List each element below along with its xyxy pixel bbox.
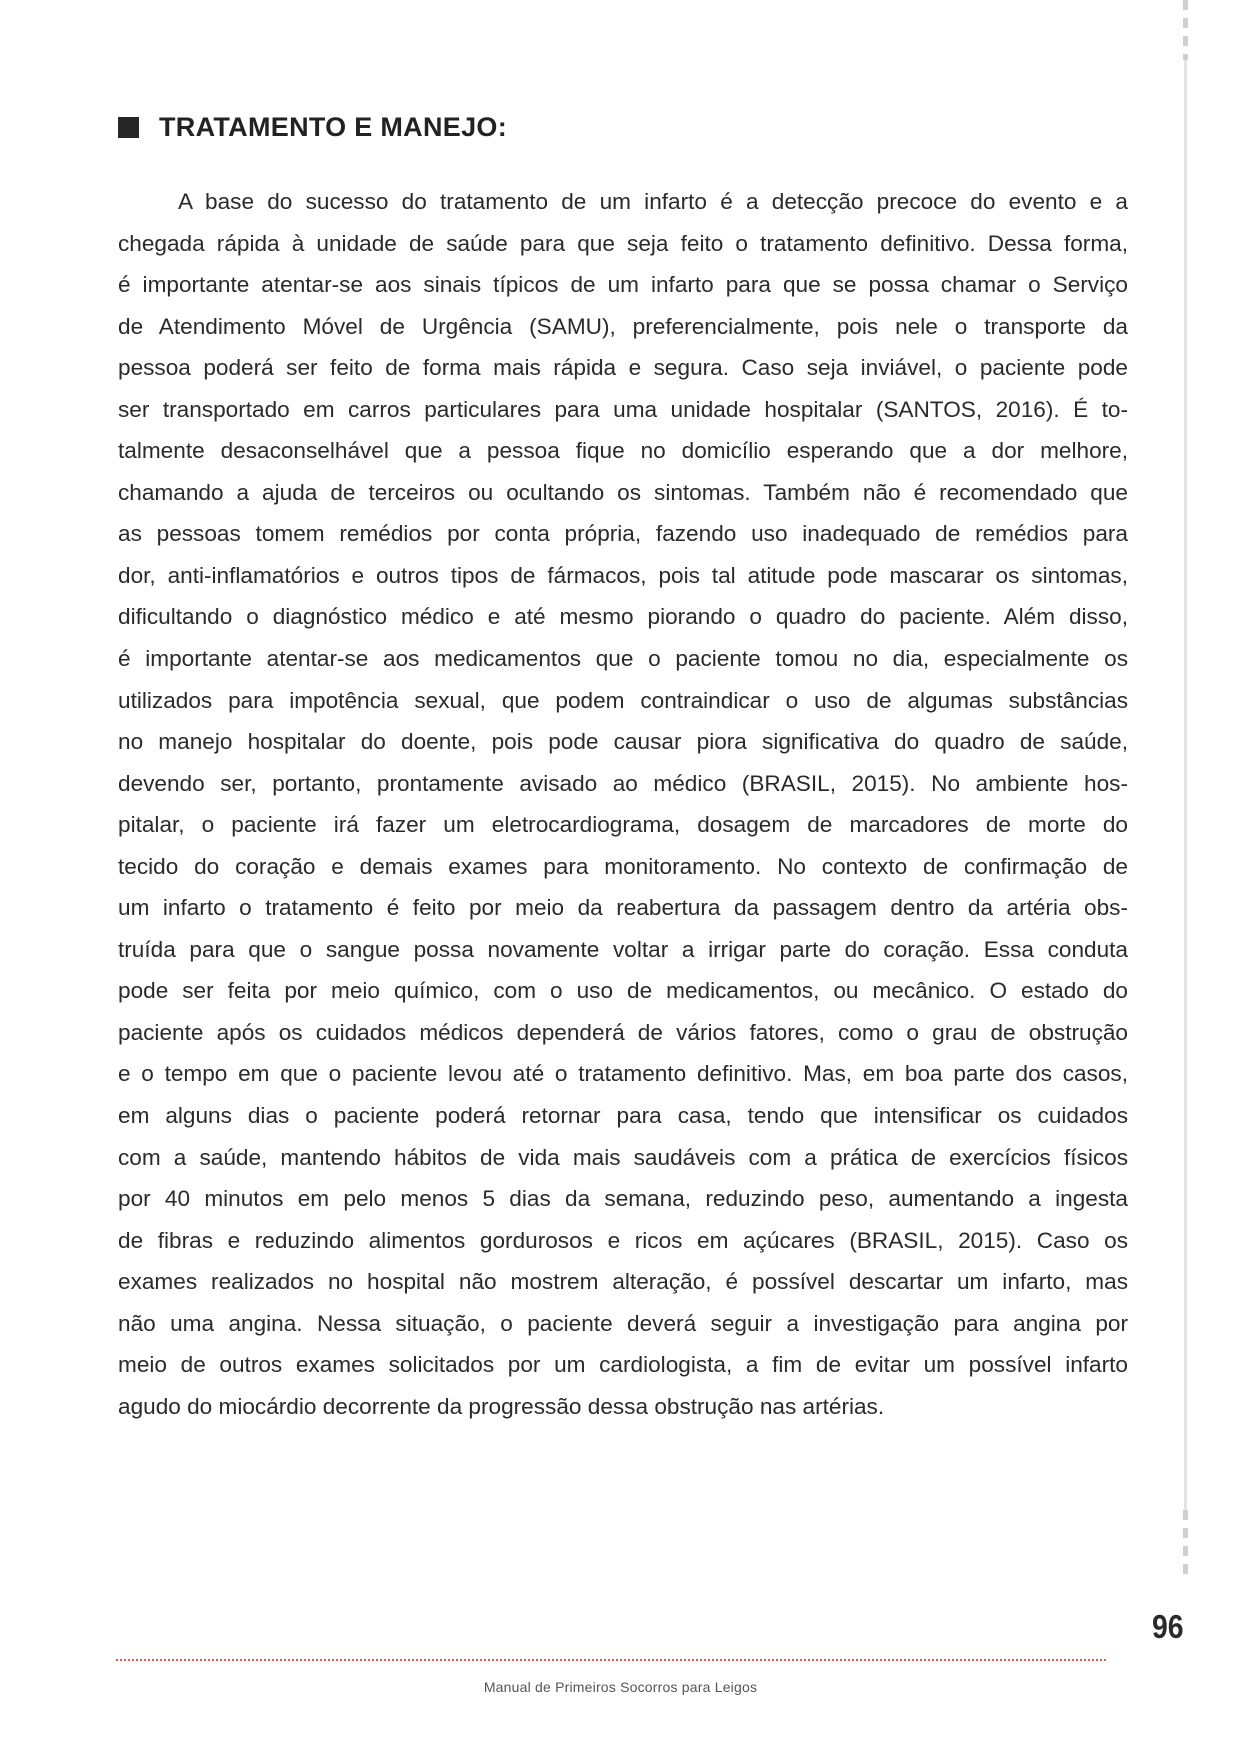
paragraph-line: de Atendimento Móvel de Urgência (SAMU), preferencialmente, pois nele o transporte da bbox=[118, 313, 1128, 339]
paragraph-line: dor, anti-inflamatórios e outros tipos de fármacos, pois tal atitude pode mascarar os sintomas, bbox=[118, 562, 1128, 588]
paragraph-line: pode ser feita por meio químico, com o uso de medicamentos, ou mecânico. O estado do bbox=[118, 978, 1128, 1004]
page-number: 96 bbox=[1152, 1608, 1184, 1645]
paragraph-line: agudo do miocárdio decorrente da progressão dessa obstrução nas artérias. bbox=[118, 1393, 885, 1419]
paragraph-line: as pessoas tomem remédios por conta própria, fazendo uso inadequado de remédios para bbox=[118, 521, 1128, 547]
paragraph-line: um infarto o tratamento é feito por meio da reabertura da passagem dentro da artéria obs- bbox=[118, 895, 1128, 921]
side-rule-dashes-bottom bbox=[1183, 1510, 1188, 1580]
section-heading-text: TRATAMENTO E MANEJO: bbox=[159, 112, 507, 142]
paragraph-line: tecido do coração e demais exames para monitoramento. No contexto de confirmação de bbox=[118, 853, 1128, 879]
paragraph-line: A base do sucesso do tratamento de um infarto é a detecção precoce do evento e a bbox=[178, 189, 1128, 214]
paragraph-line: exames realizados no hospital não mostrem alteração, é possível descartar um infarto, mas bbox=[118, 1269, 1128, 1295]
paragraph-line: utilizados para impotência sexual, que podem contraindicar o uso de algumas substâncias bbox=[118, 687, 1128, 713]
paragraph-line: dificultando o diagnóstico médico e até mesmo piorando o quadro do paciente. Além disso, bbox=[118, 604, 1128, 630]
body-paragraph bbox=[118, 181, 1128, 1427]
paragraph-line: pessoa poderá ser feito de forma mais rápida e segura. Caso seja inviável, o paciente pode bbox=[118, 355, 1128, 381]
paragraph-line: em alguns dias o paciente poderá retornar para casa, tendo que intensificar os cuidados bbox=[118, 1103, 1128, 1129]
footer-dotted-rule bbox=[116, 1659, 1106, 1661]
heading-bullet-square-icon bbox=[118, 117, 139, 138]
paragraph-line: não uma angina. Nessa situação, o paciente deverá seguir a investigação para angina por bbox=[118, 1310, 1128, 1336]
paragraph-line: chegada rápida à unidade de saúde para que seja feito o tratamento definitivo. Dessa forma, bbox=[118, 230, 1128, 256]
footer-title: Manual de Primeiros Socorros para Leigos bbox=[483, 1679, 758, 1695]
side-rule-dashes-top bbox=[1183, 0, 1188, 60]
section-heading bbox=[118, 112, 507, 143]
paragraph-line: é importante atentar-se aos sinais típicos de um infarto para que se possa chamar o Serviço bbox=[118, 272, 1128, 298]
paragraph-line: chamando a ajuda de terceiros ou ocultando os sintomas. Também não é recomendado que bbox=[118, 479, 1128, 505]
paragraph-line: é importante atentar-se aos medicamentos que o paciente tomou no dia, especialmente os bbox=[118, 646, 1128, 672]
paragraph-line: paciente após os cuidados médicos dependerá de vários fatores, como o grau de obstrução bbox=[118, 1019, 1128, 1045]
paragraph-line: e o tempo em que o paciente levou até o tratamento definitivo. Mas, em boa parte dos casos, bbox=[118, 1061, 1128, 1087]
paragraph-line: pitalar, o paciente irá fazer um eletrocardiograma, dosagem de marcadores de morte do bbox=[118, 812, 1128, 838]
paragraph-line: talmente desaconselhável que a pessoa fique no domicílio esperando que a dor melhore, bbox=[118, 438, 1128, 464]
paragraph-line: truída para que o sangue possa novamente voltar a irrigar parte do coração. Essa conduta bbox=[118, 936, 1128, 962]
paragraph-line: com a saúde, mantendo hábitos de vida mais saudáveis com a prática de exercícios físicos bbox=[118, 1144, 1128, 1170]
paragraph-line: por 40 minutos em pelo menos 5 dias da semana, reduzindo peso, aumentando a ingesta bbox=[118, 1186, 1128, 1212]
side-vertical-rule bbox=[1184, 0, 1187, 1580]
paragraph-line: devendo ser, portanto, prontamente avisado ao médico (BRASIL, 2015). No ambiente hos- bbox=[118, 770, 1128, 796]
paragraph-line: meio de outros exames solicitados por um cardiologista, a fim de evitar um possível infarto bbox=[118, 1352, 1128, 1378]
paragraph-line: no manejo hospitalar do doente, pois pode causar piora significativa do quadro de saúde, bbox=[118, 729, 1128, 755]
paragraph-line: ser transportado em carros particulares para uma unidade hospitalar (SANTOS, 2016). É to- bbox=[118, 396, 1128, 422]
paragraph-line: de fibras e reduzindo alimentos gordurosos e ricos em açúcares (BRASIL, 2015). Caso os bbox=[118, 1227, 1128, 1253]
